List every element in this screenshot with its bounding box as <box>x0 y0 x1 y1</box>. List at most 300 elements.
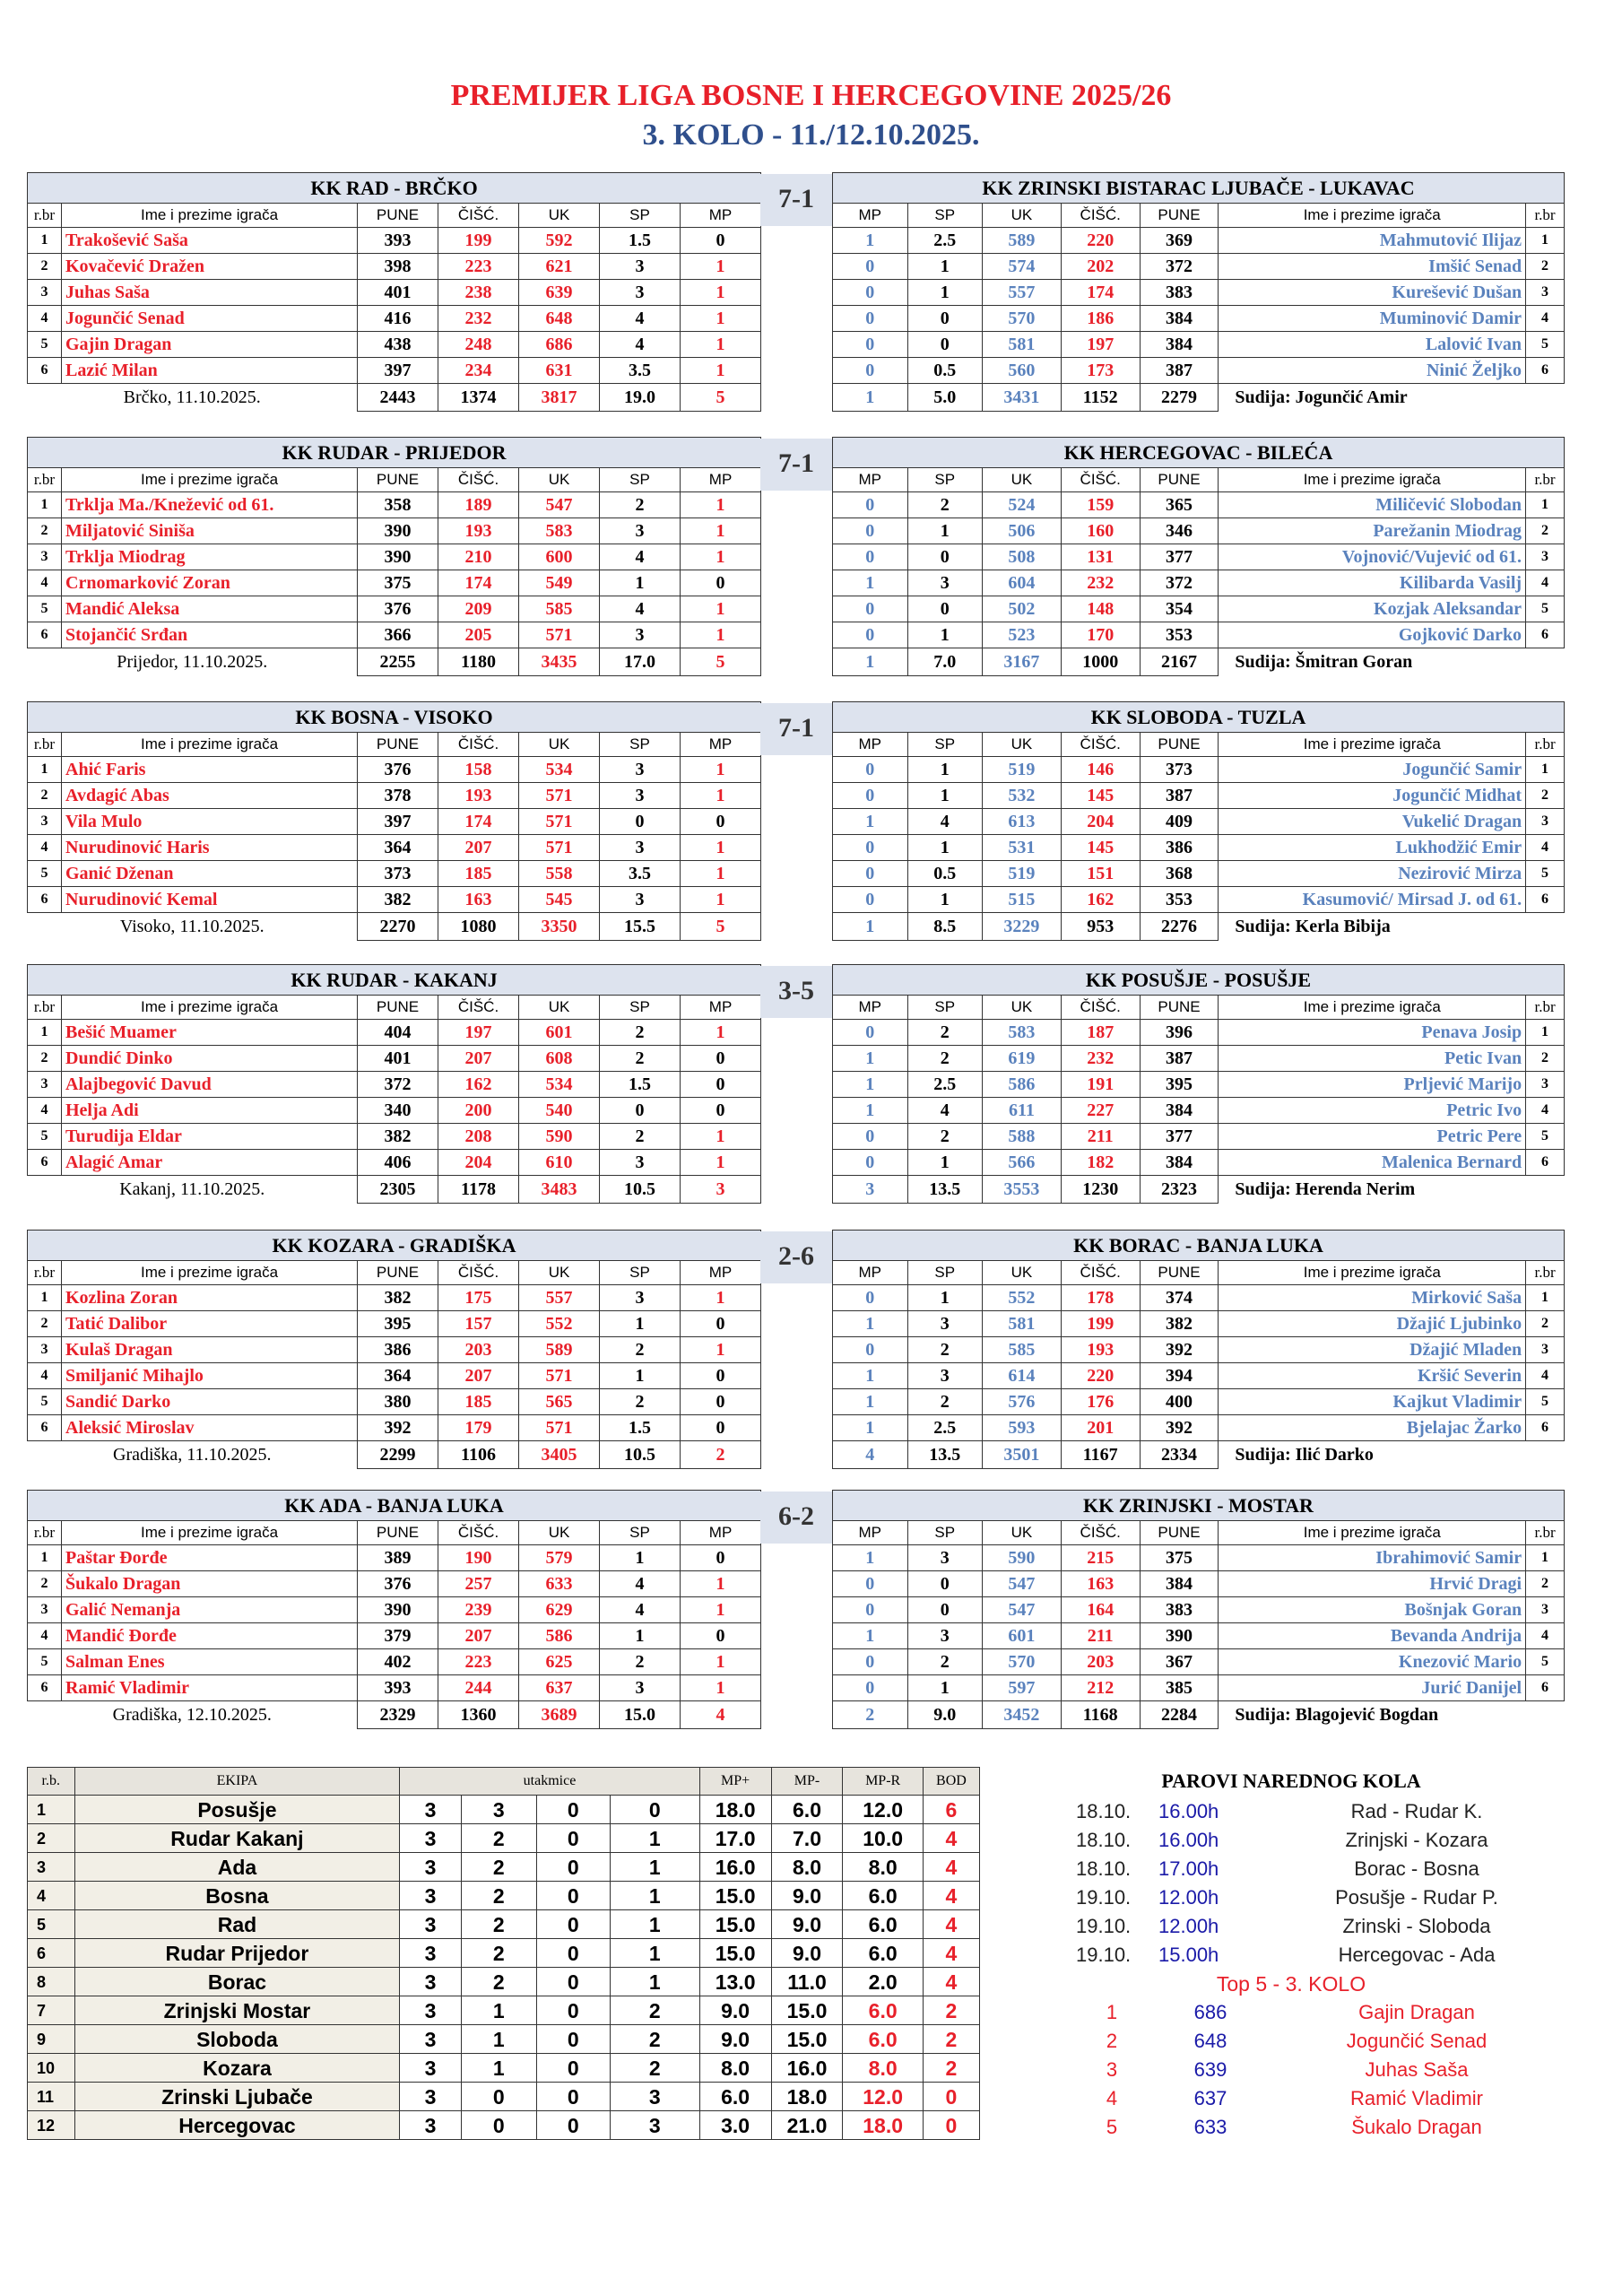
player-stat: 0 <box>833 518 908 544</box>
player-stat: 164 <box>1061 1597 1140 1623</box>
standings-cell: 6.0 <box>843 1910 923 1939</box>
standings-row <box>28 1939 980 1968</box>
player-stat: 6 <box>28 1150 62 1176</box>
player-stat: 163 <box>438 887 519 913</box>
player-name: Kasumović/ Mirsad J. od 61. <box>1219 887 1526 913</box>
player-stat: 4 <box>1526 306 1565 332</box>
player-stat: 508 <box>983 544 1062 570</box>
home-totals-row <box>28 1441 761 1469</box>
player-stat: 560 <box>983 358 1062 384</box>
standings-cell: 4 <box>923 1824 979 1853</box>
player-stat: 0 <box>681 1046 761 1072</box>
standings-team: Kozara <box>74 2054 400 2083</box>
player-row <box>28 1571 761 1597</box>
player-stat: 4 <box>1526 1098 1565 1124</box>
player-stat: 547 <box>519 492 600 518</box>
player-name: Prljević Marijo <box>1219 1072 1526 1098</box>
player-stat: 2 <box>28 783 62 809</box>
player-stat: 0 <box>833 1571 908 1597</box>
standings-cell: 2 <box>461 1882 536 1910</box>
column-header: MP <box>833 204 908 228</box>
player-stat: 3 <box>907 1623 983 1649</box>
player-stat: 1 <box>833 1046 908 1072</box>
player-stat: 145 <box>1061 835 1140 861</box>
player-stat: 524 <box>983 492 1062 518</box>
player-row <box>28 1545 761 1571</box>
player-stat: 3 <box>28 280 62 306</box>
player-stat: 0 <box>907 1597 983 1623</box>
player-stat: 4 <box>907 809 983 835</box>
player-row <box>28 783 761 809</box>
player-stat: 2 <box>1526 783 1565 809</box>
player-stat: 2 <box>28 254 62 280</box>
player-stat: 5 <box>1526 332 1565 358</box>
player-stat: 1 <box>681 1285 761 1311</box>
standings-cell: 3 <box>610 2111 699 2140</box>
player-stat: 648 <box>519 306 600 332</box>
standings-cell: 0 <box>536 2025 610 2054</box>
player-stat: 182 <box>1061 1150 1140 1176</box>
player-stat: 2 <box>600 1337 681 1363</box>
match-place-date: Kakanj, 11.10.2025. <box>119 1179 265 1200</box>
player-stat: 2 <box>600 492 681 518</box>
player-stat: 163 <box>1061 1571 1140 1597</box>
player-stat: 0 <box>833 596 908 622</box>
standings-cell: 0 <box>536 2111 610 2140</box>
player-stat: 160 <box>1061 518 1140 544</box>
standings-cell: 0 <box>536 2054 610 2083</box>
standings-cell: 3 <box>461 1796 536 1824</box>
column-header: PUNE <box>1140 1261 1219 1285</box>
standings-cell: 4 <box>28 1882 75 1910</box>
player-row <box>28 1046 761 1072</box>
column-header: ČIŠĆ. <box>1061 204 1140 228</box>
home-team-table <box>27 172 761 412</box>
away-total: 1000 <box>1061 648 1140 676</box>
player-stat: 386 <box>1140 835 1219 861</box>
player-stat: 5 <box>28 1649 62 1675</box>
home-team-row <box>28 1491 761 1521</box>
column-header: Ime i prezime igrača <box>62 468 358 492</box>
player-stat: 1 <box>28 492 62 518</box>
home-total: 1180 <box>438 648 519 676</box>
column-header: UK <box>519 468 600 492</box>
player-stat: 2 <box>907 1020 983 1046</box>
player-stat: 532 <box>983 783 1062 809</box>
standings-cell: 2 <box>610 1996 699 2025</box>
player-stat: 385 <box>1140 1675 1219 1701</box>
player-row <box>833 570 1565 596</box>
top5-rank: 2 <box>1106 2030 1118 2052</box>
column-header: UK <box>983 1521 1062 1545</box>
standings-cell: 0 <box>461 2111 536 2140</box>
home-team-row <box>28 965 761 996</box>
player-stat: 438 <box>358 332 438 358</box>
standings-cell: 5 <box>28 1910 75 1939</box>
home-total: 5 <box>681 913 761 941</box>
standings-cell: 1 <box>610 1853 699 1882</box>
player-stat: 375 <box>1140 1545 1219 1571</box>
player-stat: 4 <box>600 332 681 358</box>
home-team-table <box>27 1230 761 1469</box>
player-name: Salman Enes <box>62 1649 358 1675</box>
away-total: 1 <box>833 913 908 941</box>
player-stat: 611 <box>983 1098 1062 1124</box>
player-row <box>833 492 1565 518</box>
player-stat: 1 <box>833 1545 908 1571</box>
player-stat: 0 <box>681 1072 761 1098</box>
player-stat: 3 <box>907 1363 983 1389</box>
top5-score: 648 <box>1193 2030 1227 2052</box>
player-stat: 190 <box>438 1545 519 1571</box>
player-stat: 1 <box>1526 492 1565 518</box>
player-stat: 2.5 <box>907 1415 983 1441</box>
fixture-date: 18.10. <box>1076 1857 1132 1880</box>
home-total: 3689 <box>519 1701 600 1729</box>
player-stat: 402 <box>358 1649 438 1675</box>
home-total: 2270 <box>358 913 438 941</box>
player-stat: 377 <box>1140 1124 1219 1150</box>
player-stat: 0.5 <box>907 358 983 384</box>
player-stat: 571 <box>519 1415 600 1441</box>
match-score: 6-2 <box>760 1492 832 1544</box>
player-stat: 227 <box>1061 1098 1140 1124</box>
player-row <box>833 1311 1565 1337</box>
player-stat: 3 <box>1526 809 1565 835</box>
player-stat: 3 <box>600 622 681 648</box>
match-block <box>27 701 1565 945</box>
player-stat: 558 <box>519 861 600 887</box>
player-name: Ramić Vladimir <box>62 1675 358 1701</box>
column-header: r.br <box>1526 468 1565 492</box>
player-stat: 0 <box>907 1571 983 1597</box>
player-row <box>833 1675 1565 1701</box>
player-stat: 383 <box>1140 280 1219 306</box>
player-row <box>28 228 761 254</box>
player-stat: 570 <box>983 306 1062 332</box>
player-stat: 2 <box>907 492 983 518</box>
home-total: 15.5 <box>600 913 681 941</box>
player-stat: 379 <box>358 1623 438 1649</box>
player-stat: 223 <box>438 254 519 280</box>
player-row <box>833 544 1565 570</box>
column-header: ČIŠĆ. <box>438 1261 519 1285</box>
player-row <box>28 254 761 280</box>
home-team-table <box>27 1490 761 1729</box>
player-stat: 2 <box>907 1046 983 1072</box>
player-stat: 346 <box>1140 518 1219 544</box>
top5-player: Jogunčić Senad <box>1346 2030 1488 2052</box>
standings-cell: 2 <box>610 2025 699 2054</box>
standings-cell: 0 <box>923 2083 979 2111</box>
player-stat: 0 <box>833 1020 908 1046</box>
player-name: Muminović Damir <box>1219 306 1526 332</box>
player-name: Ahić Faris <box>62 757 358 783</box>
player-stat: 0 <box>833 358 908 384</box>
player-name: Lazić Milan <box>62 358 358 384</box>
player-stat: 0 <box>833 280 908 306</box>
player-stat: 506 <box>983 518 1062 544</box>
player-name: Ninić Željko <box>1219 358 1526 384</box>
player-name: Bjelajac Žarko <box>1219 1415 1526 1441</box>
fixture-time: 16.00h <box>1158 1829 1219 1851</box>
home-team-row <box>28 1231 761 1261</box>
home-total: 3 <box>681 1176 761 1204</box>
column-header: ČIŠĆ. <box>1061 733 1140 757</box>
column-header: r.br <box>28 1521 62 1545</box>
column-header: MP <box>833 733 908 757</box>
player-stat: 1 <box>28 757 62 783</box>
away-total: 3229 <box>983 913 1062 941</box>
player-row <box>833 228 1565 254</box>
player-stat: 1 <box>833 1623 908 1649</box>
standings-cell: 2 <box>923 1996 979 2025</box>
player-stat: 185 <box>438 1389 519 1415</box>
player-name: Gojković Darko <box>1219 622 1526 648</box>
player-stat: 552 <box>519 1311 600 1337</box>
player-stat: 2 <box>907 1649 983 1675</box>
away-total: 2 <box>833 1701 908 1729</box>
player-name: Petric Pere <box>1219 1124 1526 1150</box>
player-stat: 2 <box>1526 1571 1565 1597</box>
player-row <box>28 358 761 384</box>
column-header: PUNE <box>1140 996 1219 1020</box>
standings-cell: 2 <box>461 1910 536 1939</box>
player-row <box>28 1285 761 1311</box>
player-stat: 151 <box>1061 861 1140 887</box>
column-header: PUNE <box>358 1521 438 1545</box>
match-score: 3-5 <box>760 966 832 1018</box>
player-row <box>833 1072 1565 1098</box>
player-stat: 1 <box>907 622 983 648</box>
player-stat: 597 <box>983 1675 1062 1701</box>
player-stat: 610 <box>519 1150 600 1176</box>
player-stat: 395 <box>1140 1072 1219 1098</box>
player-stat: 1 <box>681 492 761 518</box>
player-row <box>28 1363 761 1389</box>
player-stat: 0 <box>833 1649 908 1675</box>
player-stat: 519 <box>983 861 1062 887</box>
standings-cell: 2 <box>923 2054 979 2083</box>
away-total: 3501 <box>983 1441 1062 1469</box>
top5-player: Ramić Vladimir <box>1350 2087 1483 2109</box>
player-stat: 0 <box>833 1337 908 1363</box>
away-team-table <box>832 701 1565 941</box>
home-total: 3405 <box>519 1441 600 1469</box>
player-stat: 201 <box>1061 1415 1140 1441</box>
player-row <box>833 1046 1565 1072</box>
player-row <box>833 1415 1565 1441</box>
player-stat: 1.5 <box>600 1072 681 1098</box>
player-stat: 1 <box>907 783 983 809</box>
column-header-row <box>28 733 761 757</box>
home-team-table <box>27 437 761 676</box>
home-total: 3350 <box>519 913 600 941</box>
player-stat: 353 <box>1140 887 1219 913</box>
column-header: SP <box>907 204 983 228</box>
player-row <box>28 596 761 622</box>
away-total: 3 <box>833 1176 908 1204</box>
player-stat: 389 <box>358 1545 438 1571</box>
fixture-match: Posušje - Rudar P. <box>1335 1886 1498 1909</box>
standings-cell: 4 <box>923 1968 979 1996</box>
player-stat: 174 <box>1061 280 1140 306</box>
standings-cell: 6.0 <box>843 1996 923 2025</box>
player-stat: 1 <box>681 306 761 332</box>
player-stat: 401 <box>358 1046 438 1072</box>
player-stat: 6 <box>1526 358 1565 384</box>
player-stat: 581 <box>983 332 1062 358</box>
player-name: Trakošević Saša <box>62 228 358 254</box>
player-stat: 392 <box>1140 1415 1219 1441</box>
column-header: ČIŠĆ. <box>438 204 519 228</box>
referee: Sudija: Blagojević Bogdan <box>1235 1705 1439 1726</box>
player-stat: 2 <box>28 1311 62 1337</box>
player-stat: 205 <box>438 622 519 648</box>
fixture-match: Zrinski - Sloboda <box>1342 1915 1491 1937</box>
home-total: 1374 <box>438 384 519 412</box>
home-team-row <box>28 702 761 733</box>
column-header: PUNE <box>1140 1521 1219 1545</box>
player-stat: 592 <box>519 228 600 254</box>
player-stat: 358 <box>358 492 438 518</box>
standings-header: MP-R <box>843 1768 923 1796</box>
player-stat: 1 <box>681 544 761 570</box>
top5-rank: 5 <box>1106 2116 1118 2138</box>
player-stat: 583 <box>519 518 600 544</box>
standings-cell: 3 <box>400 1996 461 2025</box>
player-row <box>833 757 1565 783</box>
column-header-row <box>833 468 1565 492</box>
player-name: Knezović Mario <box>1219 1649 1526 1675</box>
player-stat: 211 <box>1061 1124 1140 1150</box>
standings-cell: 3 <box>400 1968 461 1996</box>
player-stat: 3.5 <box>600 861 681 887</box>
player-stat: 197 <box>1061 332 1140 358</box>
player-stat: 3 <box>600 1675 681 1701</box>
fixture-time: 12.00h <box>1158 1915 1219 1937</box>
player-name: Šukalo Dragan <box>62 1571 358 1597</box>
player-stat: 3 <box>600 835 681 861</box>
home-total: 1080 <box>438 913 519 941</box>
standings-cell: 6.0 <box>843 1882 923 1910</box>
away-team-table <box>832 1230 1565 1469</box>
match-place-date: Visoko, 11.10.2025. <box>119 917 265 937</box>
player-stat: 378 <box>358 783 438 809</box>
player-stat: 581 <box>983 1311 1062 1337</box>
standings-cell: 16.0 <box>699 1853 771 1882</box>
standings-cell: 1 <box>461 2025 536 2054</box>
player-stat: 531 <box>983 835 1062 861</box>
standings-cell: 18.0 <box>771 2083 843 2111</box>
player-row <box>833 1649 1565 1675</box>
player-stat: 4 <box>1526 835 1565 861</box>
top5-rank: 4 <box>1106 2087 1118 2109</box>
standings-cell: 0 <box>536 2083 610 2111</box>
away-total: 2334 <box>1140 1441 1219 1469</box>
player-stat: 565 <box>519 1389 600 1415</box>
standings-cell: 6.0 <box>771 1796 843 1824</box>
player-stat: 2 <box>28 518 62 544</box>
player-stat: 3 <box>28 1072 62 1098</box>
player-stat: 1 <box>681 1649 761 1675</box>
column-header: Ime i prezime igrača <box>1219 204 1526 228</box>
player-stat: 621 <box>519 254 600 280</box>
player-stat: 1 <box>681 783 761 809</box>
column-header: r.br <box>28 733 62 757</box>
player-stat: 202 <box>1061 254 1140 280</box>
side-panel <box>1022 1765 1560 2142</box>
away-total: 1168 <box>1061 1701 1140 1729</box>
player-stat: 633 <box>519 1571 600 1597</box>
standings-cell: 3 <box>400 1796 461 1824</box>
player-stat: 557 <box>519 1285 600 1311</box>
player-stat: 1 <box>600 1545 681 1571</box>
player-stat: 406 <box>358 1150 438 1176</box>
standings-cell: 3 <box>400 2083 461 2111</box>
player-row <box>28 280 761 306</box>
player-stat: 340 <box>358 1098 438 1124</box>
next-round-title: PAROVI NAREDNOG KOLA <box>1161 1770 1421 1792</box>
standings-header: utakmice <box>400 1768 699 1796</box>
standings-cell: 3 <box>400 2111 461 2140</box>
player-name: Vila Mulo <box>62 809 358 835</box>
referee: Sudija: Ilić Darko <box>1235 1445 1374 1465</box>
player-stat: 2 <box>1526 518 1565 544</box>
player-name: Ibrahimović Samir <box>1219 1545 1526 1571</box>
standings-cell: 15.0 <box>771 1996 843 2025</box>
player-stat: 5 <box>1526 1389 1565 1415</box>
player-row <box>833 887 1565 913</box>
home-total: 1360 <box>438 1701 519 1729</box>
fixture-date: 18.10. <box>1076 1829 1132 1851</box>
player-stat: 600 <box>519 544 600 570</box>
player-row <box>833 1363 1565 1389</box>
away-total: 5.0 <box>907 384 983 412</box>
column-header: PUNE <box>1140 468 1219 492</box>
player-stat: 0 <box>833 622 908 648</box>
standings-row <box>28 1968 980 1996</box>
player-stat: 382 <box>358 1124 438 1150</box>
player-stat: 387 <box>1140 783 1219 809</box>
player-stat: 0 <box>833 1675 908 1701</box>
away-total: 2276 <box>1140 913 1219 941</box>
home-total: 5 <box>681 648 761 676</box>
standings-cell: 0 <box>536 1910 610 1939</box>
standings-header: BOD <box>923 1768 979 1796</box>
home-total: 10.5 <box>600 1441 681 1469</box>
player-stat: 5 <box>28 596 62 622</box>
player-stat: 3 <box>907 570 983 596</box>
player-name: Tatić Dalibor <box>62 1311 358 1337</box>
standings-cell: 11 <box>28 2083 75 2111</box>
player-row <box>28 518 761 544</box>
match-place-date: Brčko, 11.10.2025. <box>123 387 261 408</box>
player-name: Trklja Miodrag <box>62 544 358 570</box>
column-header: PUNE <box>358 1261 438 1285</box>
player-stat: 2 <box>28 1571 62 1597</box>
column-header: UK <box>519 733 600 757</box>
standings-cell: 2.0 <box>843 1968 923 1996</box>
away-totals-row <box>833 648 1565 676</box>
player-stat: 4 <box>1526 1363 1565 1389</box>
standings-cell: 18.0 <box>699 1796 771 1824</box>
player-stat: 523 <box>983 622 1062 648</box>
player-stat: 199 <box>1061 1311 1140 1337</box>
standings-header: r.b. <box>28 1768 75 1796</box>
player-name: Juhas Saša <box>62 280 358 306</box>
standings-cell: 16.0 <box>771 2054 843 2083</box>
